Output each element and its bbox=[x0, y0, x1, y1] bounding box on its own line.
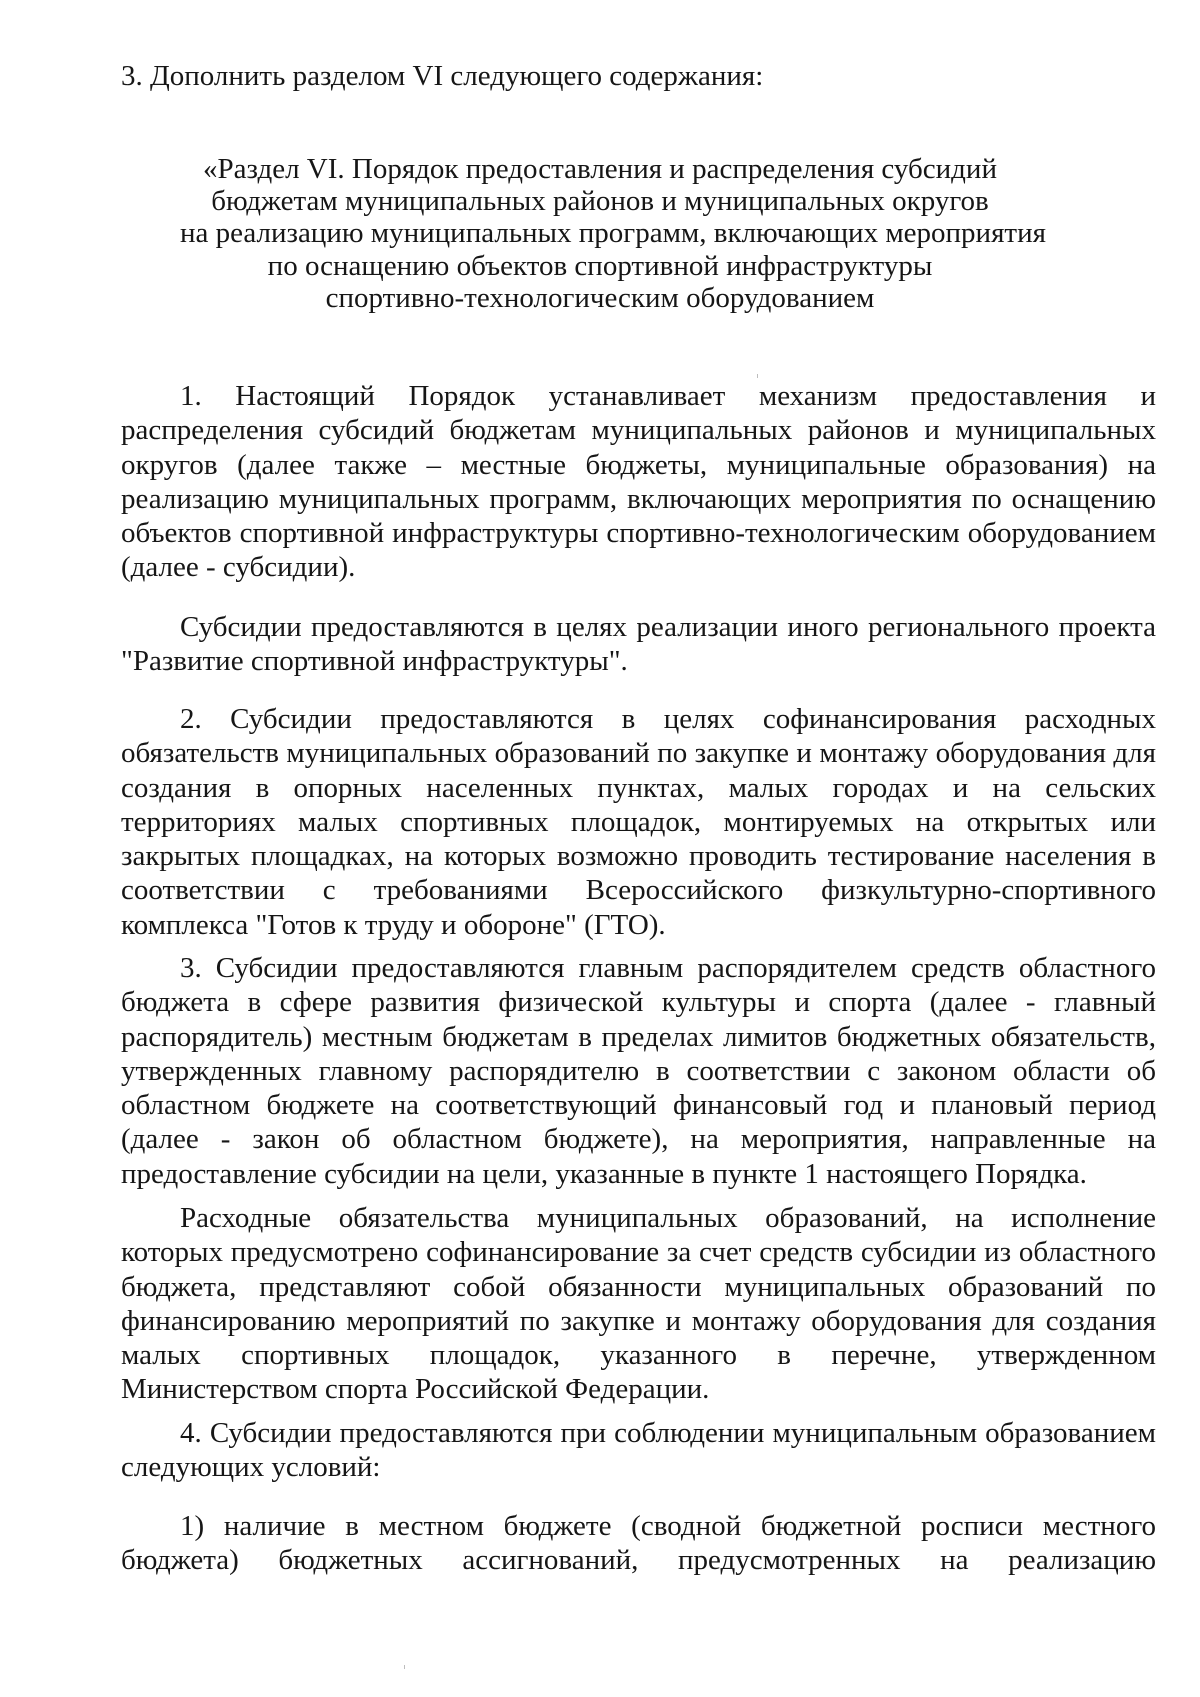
section-title-line: «Раздел VI. Порядок предоставления и распределения субсидий bbox=[203, 153, 997, 185]
section-title-line: по оснащению объектов спортивной инфраструктуры bbox=[267, 249, 933, 282]
paragraph-1-subsidy-purpose: Субсидии предоставляются в целях реализации иного регионального проекта "Развитие спортивной инфраструктуры". bbox=[121, 611, 1156, 678]
section-title-line: спортивно-технологическим оборудованием bbox=[325, 281, 875, 314]
paragraph-1: 1. Настоящий Порядок устанавливает механизм предоставления и распределения субсидий бюджетам муниципальных районов и муниципальных округов (далее также – местные бюджеты, муниципальные образования) на реализацию муниципальных программ, включающих мероприятия по оснащению объектов спортивной инфраструктуры спортивно-технологическим оборудованием (далее - субсидии). bbox=[121, 380, 1156, 584]
paragraph-4: 4. Субсидии предоставляются при соблюдении муниципальным образованием следующих условий: bbox=[121, 1417, 1156, 1484]
amendment-intro: 3. Дополнить разделом VI следующего содержания: bbox=[121, 60, 764, 92]
paragraph-3-obligations: Расходные обязательства муниципальных образований, на исполнение которых предусмотрено софинансирование за счет средств субсидии из областного бюджета, представляют собой обязанности муниципальных образований по финансированию мероприятий по закупке и монтажу оборудования для создания малых спортивных площадок, указанного в перечне, утвержденном Министерством спорта Российской Федерации. bbox=[121, 1202, 1156, 1406]
paragraph-4-condition-1: 1) наличие в местном бюджете (сводной бюджетной росписи местного бюджета) бюджетных ассигнований, предусмотренных на реализацию bbox=[121, 1510, 1156, 1577]
paragraph-2: 2. Субсидии предоставляются в целях софинансирования расходных обязательств муниципальных образований по закупке и монтажу оборудования для создания в опорных населенных пунктах, малых городах и на сельских территориях малых спортивных площадок, монтируемых на открытых или закрытых площадках, на которых возможно проводить тестирование населения в соответствии с требованиями Всероссийского физкультурно-спортивного комплекса "Готов к труду и обороне" (ГТО). bbox=[121, 703, 1156, 941]
scan-dust-mark bbox=[757, 374, 758, 378]
section-title bbox=[180, 153, 1046, 314]
scan-dust-mark bbox=[404, 1665, 405, 1669]
paragraph-3: 3. Субсидии предоставляются главным распорядителем средств областного бюджета в сфере развития физической культуры и спорта (далее - главный распорядитель) местным бюджетам в пределах лимитов бюджетных обязательств, утвержденных главному распорядителю в соответствии с законом области об областном бюджете на соответствующий финансовый год и плановый период (далее - закон об областном бюджете), на мероприятия, направленные на предоставление субсидии на цели, указанные в пункте 1 настоящего Порядка. bbox=[121, 952, 1156, 1190]
section-title-line: на реализацию муниципальных программ, включающих мероприятия bbox=[180, 217, 1046, 250]
section-title-line: бюджетам муниципальных районов и муниципальных округов bbox=[211, 185, 989, 218]
